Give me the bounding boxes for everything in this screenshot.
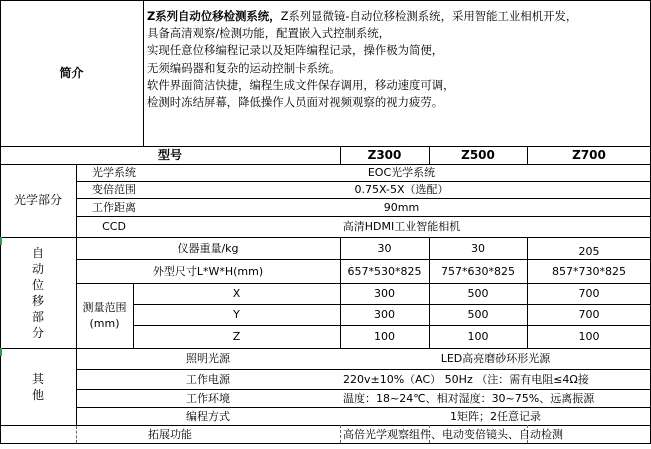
extension-label: 拓展功能: [148, 427, 192, 441]
group-char: 部: [31, 309, 44, 324]
optics-value: 0.75X-5X（选配）: [354, 183, 449, 196]
range-y-z700: 700: [578, 308, 600, 321]
other-value: 1矩阵；2任意记录: [450, 409, 541, 423]
range-axis-y: Y: [233, 308, 240, 321]
optics-group-label: 光学部分: [13, 193, 62, 207]
extension-value: 高倍光学观察组件、电动变倍镜头、自动检测: [343, 427, 563, 441]
other-value: 220v±10%（AC） 50Hz （注：需有电阻≤4Ω接: [343, 372, 589, 386]
range-z-z300: 100: [374, 330, 395, 343]
size-z500: 757*630*825: [441, 264, 515, 278]
header-z700: Z700: [572, 147, 606, 162]
size-z700: 857*730*825: [552, 264, 626, 278]
other-group-label: [0, 348, 76, 425]
group-char: 自: [31, 245, 44, 260]
header-model: 型号: [157, 147, 182, 162]
other-label: 工作环境: [186, 391, 230, 405]
optics-label: 光学系统: [92, 166, 136, 179]
intro-body: Z系列显微镜-自动位移检测系统，采用智能工业相机开发， 具备高清观察/检测功能，配置嵌入式控制系统， 实现任意位移编程记录以及矩阵编程记录，操作极为简便， 无须编码器和复杂的运动控制卡系统。 软件界面简洁快捷，编程生成文件保存调用，移动速度可调， 检测时冻结屏幕，降低操作人员面对视频观察的视力疲劳。: [147, 9, 578, 110]
range-axis-z: Z: [232, 330, 241, 343]
range-label-line: 测量范围: [82, 300, 127, 314]
range-z-z700: 100: [578, 330, 600, 343]
weight-label: 仪器重量/kg: [177, 241, 239, 255]
group-char: 位: [31, 277, 44, 292]
other-value: LED高亮磨砂环形光源: [440, 352, 551, 365]
weight-z300: 30: [377, 241, 392, 255]
range-y-z300: 300: [374, 308, 395, 321]
intro-title: Z系列自动位移检测系统: [147, 9, 270, 23]
optics-label: 工作距离: [92, 200, 136, 214]
group-char: 分: [31, 325, 44, 340]
intro-title-separator: ，: [269, 9, 281, 23]
header-z500: Z500: [461, 147, 495, 162]
optics-value: 高清HDMI工业智能相机: [342, 220, 461, 233]
range-x-z700: 700: [578, 287, 600, 300]
range-label: [76, 283, 133, 348]
range-axis-x: X: [232, 287, 241, 300]
range-label-unit: (mm): [89, 316, 120, 330]
header-z300: Z300: [367, 147, 402, 162]
group-char: 其: [31, 371, 44, 386]
group-char: 移: [31, 293, 44, 308]
other-label: 编程方式: [186, 409, 230, 423]
rule-bottom: [0, 443, 651, 444]
optics-label: 变倍范围: [92, 183, 136, 196]
group-char: 动: [31, 261, 44, 276]
weight-z500: 30: [471, 241, 485, 255]
other-label: 工作电源: [186, 372, 230, 386]
size-label: 外型尺寸L*W*H(mm): [152, 264, 264, 278]
motion-group-label: [0, 237, 76, 348]
size-z300: 657*530*825: [347, 264, 422, 278]
range-x-z300: 300: [374, 287, 395, 300]
optics-value: 90mm: [383, 200, 420, 214]
other-value: 温度：18~24℃、相对湿度：30~75%、远离振源: [343, 391, 595, 405]
other-label: 照明光源: [186, 352, 230, 365]
optics-value: EOC光学系统: [367, 166, 436, 179]
range-z-z500: 100: [467, 330, 489, 343]
intro-text: [147, 8, 647, 111]
range-x-z500: 500: [467, 287, 489, 300]
optics-label: CCD: [102, 220, 126, 233]
group-char: 他: [31, 387, 44, 402]
range-y-z500: 500: [467, 308, 489, 321]
weight-z700: 205: [578, 244, 600, 258]
intro-label: 简介: [59, 65, 84, 80]
rule: [143, 0, 144, 147]
